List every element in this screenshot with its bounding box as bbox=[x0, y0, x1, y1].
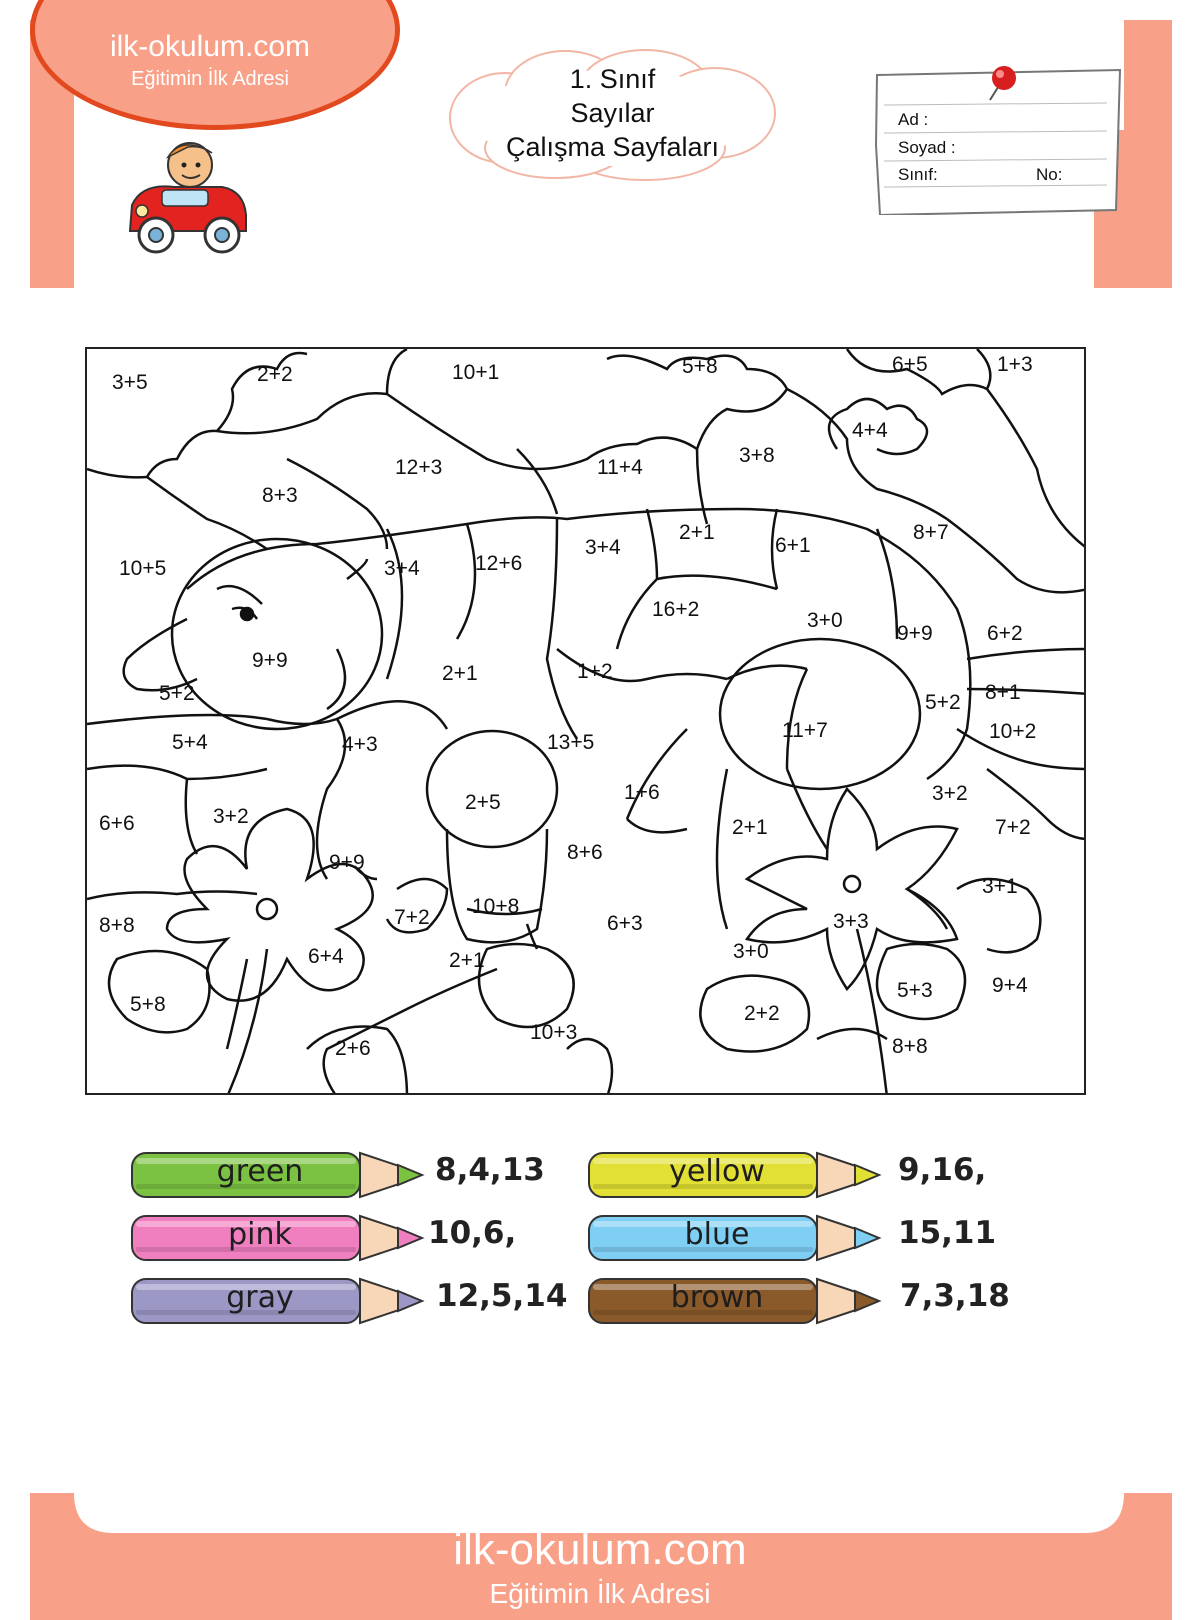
expression-label: 3+0 bbox=[807, 609, 843, 632]
pencil-color-name: brown bbox=[670, 1280, 764, 1315]
expression-label: 5+8 bbox=[130, 993, 166, 1016]
expression-label: 10+1 bbox=[452, 361, 500, 384]
expression-label: 10+3 bbox=[530, 1021, 578, 1044]
expression-label: 5+4 bbox=[172, 731, 208, 754]
header-tagline: Eğitimin İlk Adresi bbox=[131, 68, 289, 90]
expression-label: 2+1 bbox=[679, 521, 715, 544]
pencil-color-name: yellow bbox=[669, 1154, 765, 1189]
surname-label: Soyad : bbox=[898, 138, 956, 157]
expression-label: 8+1 bbox=[985, 681, 1021, 704]
pencil-blue bbox=[587, 1213, 887, 1263]
expression-label: 10+5 bbox=[119, 557, 167, 580]
expression-label: 8+7 bbox=[913, 521, 949, 544]
expression-label: 3+4 bbox=[384, 557, 420, 580]
title-line-1: 1. Sınıf bbox=[569, 64, 656, 94]
expression-label: 9+9 bbox=[329, 851, 365, 874]
pencil-gray bbox=[130, 1276, 430, 1326]
expression-label: 6+3 bbox=[607, 912, 643, 935]
cartoon-car-icon bbox=[122, 135, 252, 260]
expression-label: 3+8 bbox=[739, 444, 775, 467]
expression-label: 3+5 bbox=[112, 371, 148, 394]
expression-label: 6+1 bbox=[775, 534, 811, 557]
expression-label: 2+6 bbox=[335, 1037, 371, 1060]
title-line-2: Sayılar bbox=[570, 98, 655, 128]
footer-site-name: ilk-okulum.com bbox=[453, 1525, 747, 1574]
pencil-numbers: 15,11 bbox=[898, 1215, 997, 1251]
expression-label: 3+2 bbox=[213, 805, 249, 828]
expression-label: 9+4 bbox=[992, 974, 1028, 997]
expression-label: 13+5 bbox=[547, 731, 595, 754]
pencil-green bbox=[130, 1150, 430, 1200]
expression-label: 8+6 bbox=[567, 841, 603, 864]
expression-label: 5+3 bbox=[897, 979, 933, 1002]
title-line-3: Çalışma Sayfaları bbox=[505, 132, 720, 162]
expression-label: 3+0 bbox=[733, 940, 769, 963]
expression-label: 11+4 bbox=[597, 456, 643, 479]
pencil-numbers: 10,6, bbox=[428, 1215, 517, 1251]
number-label: No: bbox=[1036, 165, 1063, 184]
pencil-pink bbox=[130, 1213, 430, 1263]
expression-label: 7+2 bbox=[394, 906, 430, 929]
expression-label: 1+3 bbox=[997, 353, 1033, 376]
expression-label: 5+8 bbox=[682, 355, 718, 378]
header-site-name: ilk-okulum.com bbox=[109, 30, 311, 63]
expression-label: 3+4 bbox=[585, 536, 621, 559]
expression-label: 12+6 bbox=[475, 552, 523, 575]
expression-label: 6+4 bbox=[308, 945, 344, 968]
push-pin-icon bbox=[980, 62, 1020, 106]
picture-line-art bbox=[87, 349, 1086, 1095]
expression-label: 3+3 bbox=[833, 910, 869, 933]
name-label: Ad : bbox=[898, 110, 929, 129]
logo-oval bbox=[30, 0, 400, 130]
pencil-brown bbox=[587, 1276, 887, 1326]
expression-label: 2+1 bbox=[449, 949, 485, 972]
expression-label: 3+1 bbox=[982, 875, 1018, 898]
pencil-numbers: 9,16, bbox=[898, 1152, 987, 1188]
pencil-color-name: blue bbox=[684, 1217, 750, 1252]
pencil-color-name: gray bbox=[226, 1280, 294, 1315]
expression-label: 1+2 bbox=[577, 660, 613, 683]
pencil-color-name: pink bbox=[228, 1217, 292, 1252]
expression-label: 4+4 bbox=[852, 419, 888, 442]
expression-label: 7+2 bbox=[995, 816, 1031, 839]
pencil-numbers: 12,5,14 bbox=[436, 1278, 568, 1314]
expression-label: 2+2 bbox=[744, 1002, 780, 1025]
expression-label: 16+2 bbox=[652, 598, 700, 621]
pencil-numbers: 7,3,18 bbox=[900, 1278, 1010, 1314]
expression-label: 12+3 bbox=[395, 456, 443, 479]
logo-area bbox=[0, 0, 420, 140]
pencil-numbers: 8,4,13 bbox=[435, 1152, 545, 1188]
footer-tagline: Eğitimin İlk Adresi bbox=[489, 1578, 711, 1609]
expression-label: 9+9 bbox=[897, 622, 933, 645]
expression-label: 3+2 bbox=[932, 782, 968, 805]
expression-label: 10+2 bbox=[989, 720, 1037, 743]
expression-label: 10+8 bbox=[472, 895, 520, 918]
class-label: Sınıf: bbox=[898, 165, 938, 184]
expression-label: 2+1 bbox=[732, 816, 768, 839]
expression-label: 11+7 bbox=[782, 719, 828, 742]
expression-label: 6+2 bbox=[987, 622, 1023, 645]
expression-label: 2+5 bbox=[465, 791, 501, 814]
expression-label: 6+5 bbox=[892, 353, 928, 376]
pencil-color-name: green bbox=[216, 1154, 304, 1189]
expression-label: 2+2 bbox=[257, 363, 293, 386]
expression-label: 8+8 bbox=[99, 914, 135, 937]
expression-label: 6+6 bbox=[99, 812, 135, 835]
pencil-yellow bbox=[587, 1150, 887, 1200]
cloud-bubbles bbox=[240, 150, 360, 225]
expression-label: 8+8 bbox=[892, 1035, 928, 1058]
worksheet-title bbox=[445, 62, 780, 164]
expression-label: 5+2 bbox=[159, 682, 195, 705]
expression-label: 5+2 bbox=[925, 691, 961, 714]
expression-label: 4+3 bbox=[342, 733, 378, 756]
expression-label: 9+9 bbox=[252, 649, 288, 672]
expression-label: 8+3 bbox=[262, 484, 298, 507]
color-by-number-picture bbox=[85, 347, 1086, 1095]
expression-label: 1+6 bbox=[624, 781, 660, 804]
expression-label: 2+1 bbox=[442, 662, 478, 685]
